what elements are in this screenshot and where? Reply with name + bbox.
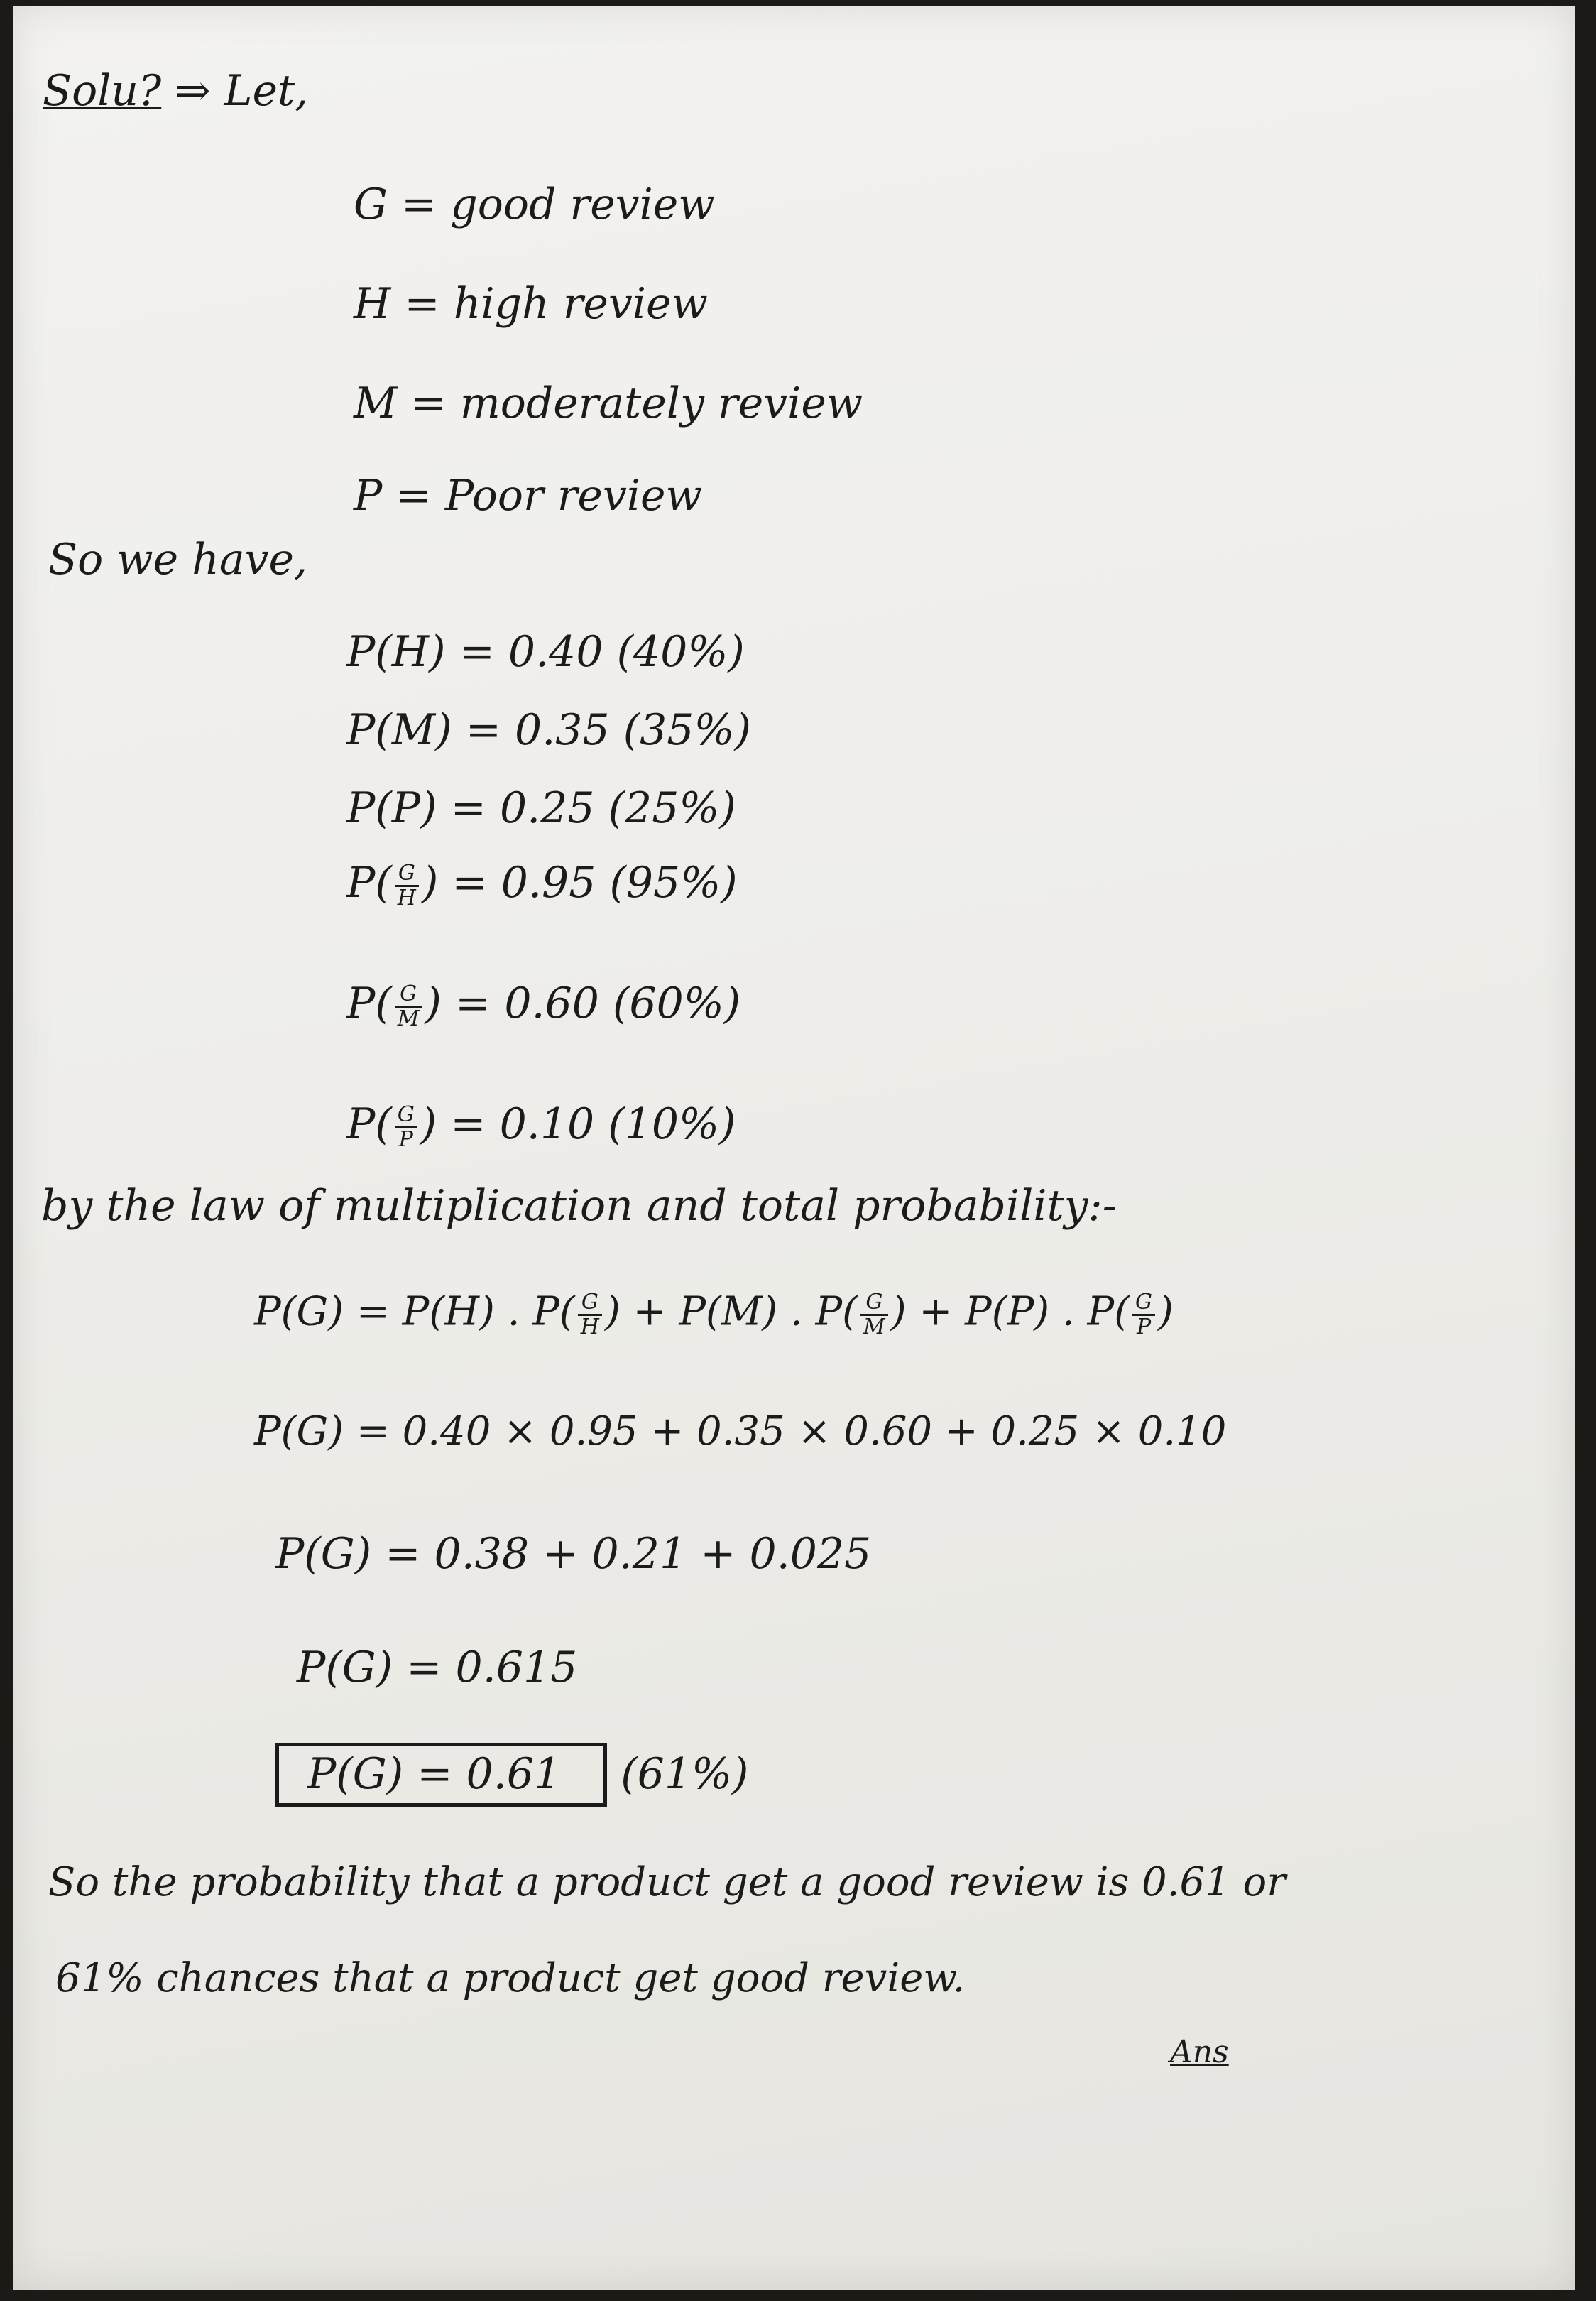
fraction-den: H <box>580 1314 599 1339</box>
text-part: P(G) = P(H) . P( <box>254 1288 575 1335</box>
fraction-num: G <box>860 1291 888 1316</box>
step-substitution: P(G) = 0.40 × 0.95 + 0.35 × 0.60 + 0.25 × 0.10 <box>254 1408 1227 1454</box>
def-symbol: H <box>354 279 391 329</box>
prob-g-given-p <box>346 1099 736 1152</box>
text-part: ) = 0.95 (95%) <box>421 858 738 908</box>
heading-let: Let, <box>224 66 309 116</box>
definition-m <box>354 379 863 428</box>
fraction <box>1132 1291 1155 1338</box>
fraction <box>395 862 419 909</box>
def-equals: = <box>410 379 447 428</box>
law-line: by the law of multiplication and total probability:- <box>41 1181 1117 1231</box>
def-symbol: G <box>354 180 388 229</box>
def-text: high review <box>453 279 708 329</box>
fraction-num: G <box>395 862 419 887</box>
boxed-percent: (61%) <box>621 1749 749 1799</box>
def-text: Poor review <box>444 471 702 521</box>
solution-heading <box>43 66 309 116</box>
fraction <box>860 1291 888 1338</box>
text-part: ) = 0.10 (10%) <box>420 1099 736 1149</box>
boxed-result-line <box>275 1749 749 1799</box>
def-text: moderately review <box>459 379 863 428</box>
fraction-den: M <box>863 1314 885 1339</box>
def-equals: = <box>401 180 437 229</box>
conclusion-line-1: So the probability that a product get a good review is 0.61 or <box>48 1859 1286 1905</box>
heading-arrow: ⇒ <box>175 66 211 116</box>
prob-m: P(M) = 0.35 (35%) <box>346 705 751 755</box>
conclusion-line-2: 61% chances that a product get good review. <box>55 1955 966 2001</box>
fraction-num: G <box>395 983 422 1008</box>
heading-solu: Solu? <box>43 66 162 116</box>
def-text: good review <box>450 180 715 229</box>
step-products: P(G) = 0.38 + 0.21 + 0.025 <box>275 1529 872 1579</box>
fraction-den: M <box>397 1006 420 1031</box>
text-part: ) <box>1158 1288 1174 1335</box>
fraction-num: G <box>578 1291 602 1316</box>
ans-label: Ans <box>1170 2034 1229 2070</box>
definition-p <box>354 471 702 521</box>
step-sum: P(G) = 0.615 <box>297 1643 578 1692</box>
def-equals: = <box>404 279 440 329</box>
text-part: ) + P(M) . P( <box>604 1288 858 1335</box>
notebook-page <box>13 6 1575 2290</box>
total-probability-formula <box>254 1288 1174 1339</box>
prob-g-given-h <box>346 858 738 910</box>
def-symbol: M <box>354 379 398 428</box>
text-part: ) + P(P) . P( <box>890 1288 1130 1335</box>
definition-g <box>354 180 715 229</box>
boxed-answer: P(G) = 0.61 <box>275 1743 607 1807</box>
so-we-have: So we have, <box>48 535 308 584</box>
def-equals: = <box>395 471 432 521</box>
text-part: ) = 0.60 (60%) <box>425 979 741 1028</box>
fraction <box>395 1104 417 1150</box>
prob-p: P(P) = 0.25 (25%) <box>346 783 736 833</box>
text-part: P( <box>346 1099 392 1149</box>
fraction-den: H <box>397 885 416 910</box>
text-part: P( <box>346 979 392 1028</box>
fraction <box>578 1291 602 1338</box>
def-symbol: P <box>354 471 383 521</box>
prob-h: P(H) = 0.40 (40%) <box>346 627 745 677</box>
text-part: P( <box>346 858 392 908</box>
fraction <box>395 983 422 1030</box>
fraction-num: G <box>395 1104 417 1128</box>
fraction-den: P <box>398 1126 413 1152</box>
fraction-num: G <box>1132 1291 1155 1316</box>
fraction-den: P <box>1136 1314 1152 1339</box>
definition-h <box>354 279 708 329</box>
prob-g-given-m <box>346 979 741 1031</box>
